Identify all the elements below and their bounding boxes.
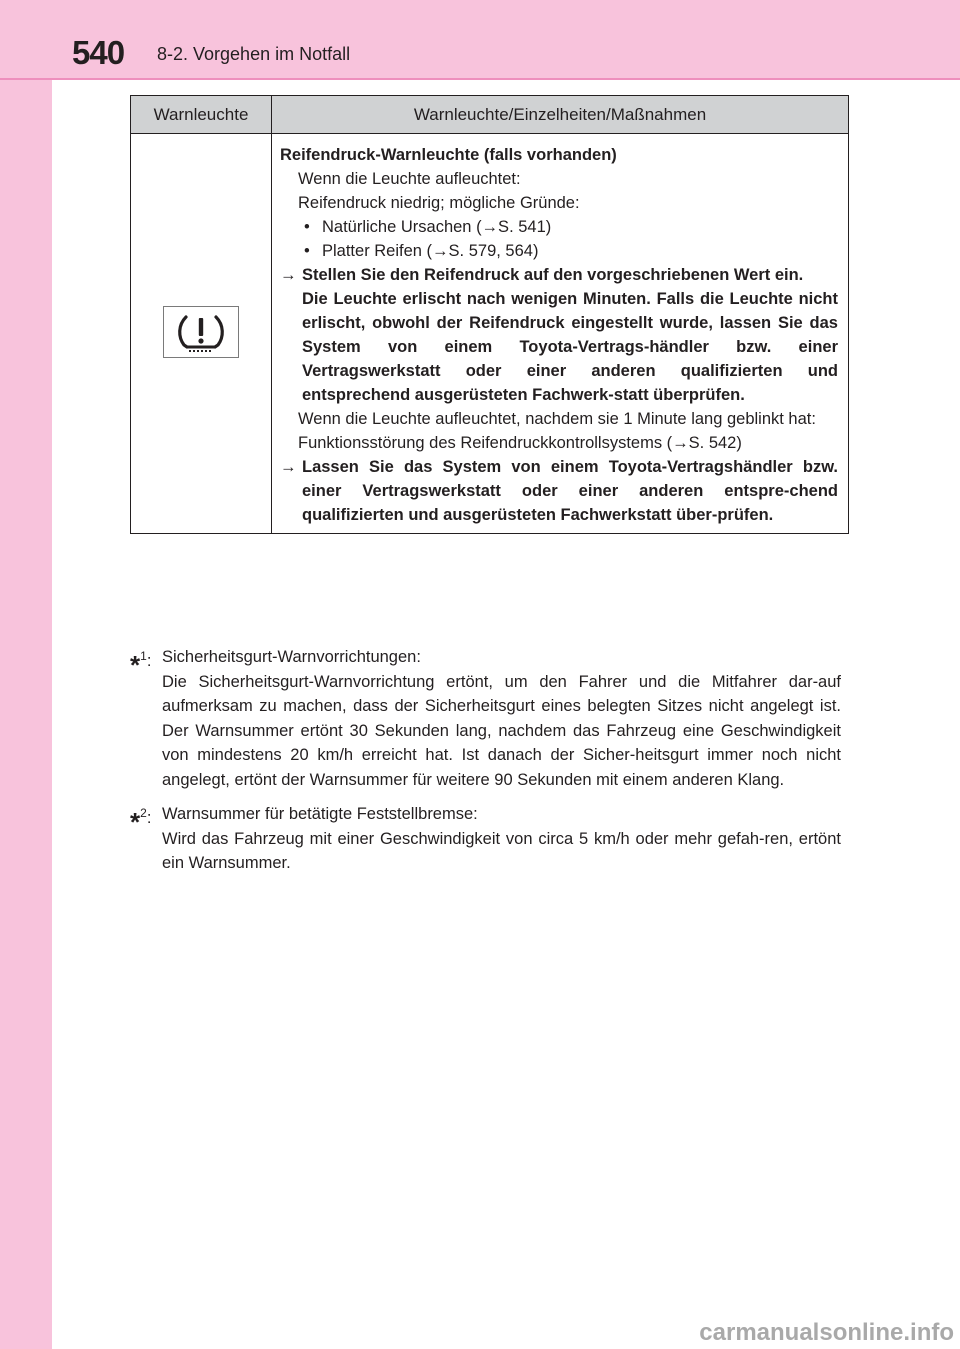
footnote-number: 2	[140, 806, 147, 820]
footnote-text: Die Sicherheitsgurt-Warnvorrichtung ertönt, um den Fahrer und die Mitfahrer dar-auf aufmerksam zu machen, dass der Sicherheitsgurt eines belegten Sitzes nicht angelegt ist. Der Warnsummer ertönt 30 Sekunden lang, nachdem das Fahrzeug eine Geschwindigkeit von mindestens 20 km/h erreicht hat. Ist danach der Sicher-heitsgurt immer noch nicht angelegt, ertönt der Warnsummer für weitere 90 Sekunden mit einem anderen Klang.	[162, 672, 841, 789]
list-item: • Natürliche Ursachen (→S. 541)	[280, 215, 838, 239]
bullet-text: Platter Reifen (→S. 579, 564)	[322, 242, 539, 260]
action-text: Lassen Sie das System von einem Toyota-Vertragshändler bzw. einer Vertragswerkstatt oder einer anderen entspre-chend qualifizierten und ausgerüsteten Fachwerkstatt über-prüfen.	[302, 458, 838, 524]
action-text: Stellen Sie den Reifendruck auf den vorgeschriebenen Wert ein.	[302, 266, 804, 284]
arrow-icon: →	[280, 458, 297, 476]
arrow-icon: →	[280, 266, 297, 284]
action-detail-text: Die Leuchte erlischt nach wenigen Minuten. Falls die Leuchte nicht erlischt, obwohl der Reifendruck eingestellt wurde, lassen Sie das System von einem Toyota-Vertrags-händler bzw. einer Vertragswerkstatt oder einer anderen qualifizierten und entsprechend ausgerüsteten Fachwerk-statt überprüfen.	[302, 290, 838, 404]
condition-text: Wenn die Leuchte aufleuchtet, nachdem sie 1 Minute lang geblinkt hat:	[298, 410, 816, 428]
column-header-details: Warnleuchte/Einzelheiten/Maßnahmen	[272, 96, 849, 134]
bullet-text: Natürliche Ursachen (→S. 541)	[322, 218, 552, 236]
cause-text: Reifendruck niedrig; mögliche Gründe:	[298, 194, 580, 212]
list-item: • Platter Reifen (→S. 579, 564)	[280, 239, 838, 263]
footnote-2: *$^2$: Warnsummer für betätigte Feststellbremse: Wird das Fahrzeug mit einer Geschwindigkeit von circa 5 km/h oder mehr gefah-ren, ertönt ein Warnsummer.	[130, 802, 841, 876]
description-cell	[272, 134, 849, 534]
table-header-row	[131, 96, 849, 134]
warning-light-table	[130, 95, 849, 534]
icon-cell	[131, 134, 272, 534]
section-title: 8-2. Vorgehen im Notfall	[157, 44, 351, 64]
page-number: 540	[72, 34, 125, 71]
footnote-text: Wird das Fahrzeug mit einer Geschwindigkeit von circa 5 km/h oder mehr gefah-ren, ertönt ein Warnsummer.	[162, 829, 841, 872]
action-instruction	[280, 263, 838, 287]
footnote-1: *$^1$: Sicherheitsgurt-Warnvorrichtungen: Die Sicherheitsgurt-Warnvorrichtung ertönt, um den Fahrer und die Mitfahrer dar-auf aufmerksam zu machen, dass der Sicherheitsgurt eines belegten Sitzes nicht angelegt ist. Der Warnsummer ertönt 30 Sekunden lang, nachdem das Fahrzeug eine Geschwindigkeit von mindestens 20 km/h erreicht hat. Ist danach der Sicher-heitsgurt immer noch nicht angelegt, ertönt der Warnsummer für weitere 90 Sekunden mit einem anderen Klang.	[130, 645, 841, 792]
malfunction-text: Funktionsstörung des Reifendruckkontrollsystems (→S. 542)	[298, 434, 742, 452]
tire-pressure-warning-icon	[163, 306, 239, 358]
header-rule	[0, 78, 960, 80]
side-color-band	[0, 0, 52, 1349]
warning-title: Reifendruck-Warnleuchte (falls vorhanden)	[280, 146, 617, 164]
asterisk-mark: *	[130, 650, 141, 680]
condition-text: Wenn die Leuchte aufleuchtet:	[298, 170, 521, 188]
footnote-number: 1	[140, 649, 147, 663]
action-detail	[280, 287, 838, 407]
asterisk-mark: *	[130, 807, 141, 837]
footnote-title: Sicherheitsgurt-Warnvorrichtungen:	[162, 648, 421, 666]
footnotes	[130, 645, 841, 886]
watermark: carmanualsonline.info	[699, 1319, 954, 1346]
header-band	[0, 0, 960, 78]
action-instruction	[280, 455, 838, 527]
footnote-title: Warnsummer für betätigte Feststellbremse:	[162, 805, 478, 823]
column-header-warnleuchte: Warnleuchte	[131, 96, 272, 134]
table-row	[131, 134, 849, 534]
